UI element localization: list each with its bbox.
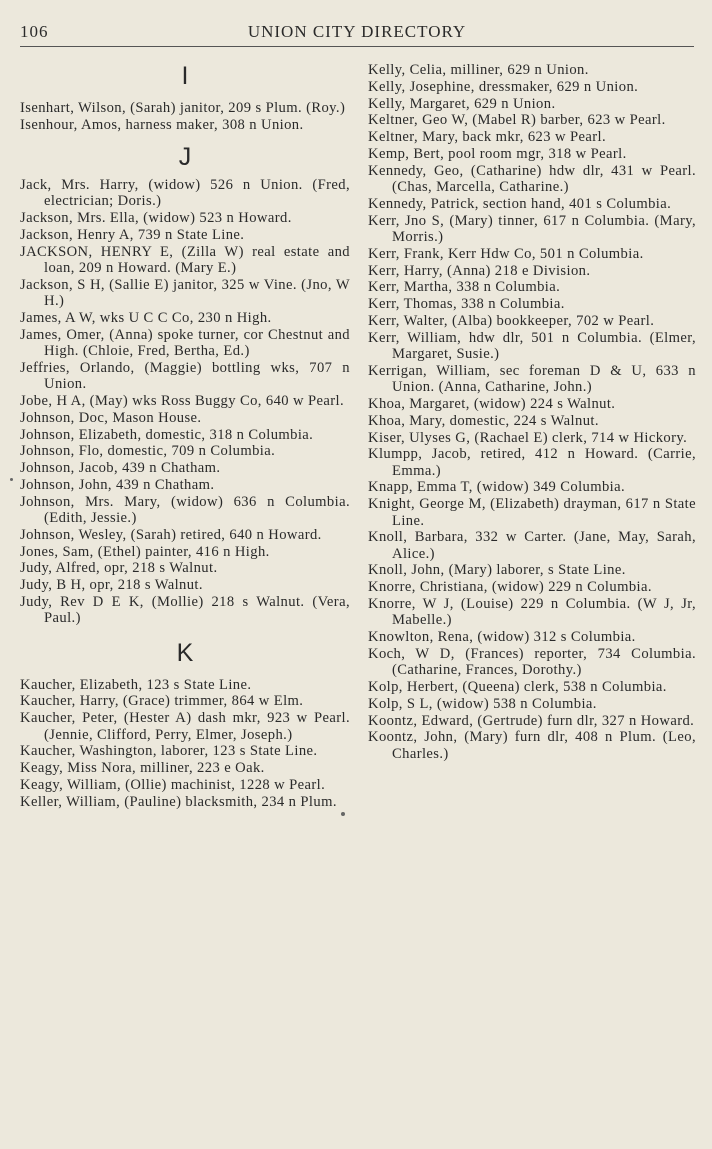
directory-entry: Knowlton, Rena, (widow) 312 s Columbia. (368, 629, 636, 646)
directory-entry: Kolp, Herbert, (Queena) clerk, 538 n Columbia. (368, 678, 667, 695)
left-column (20, 62, 350, 810)
directory-entry: Khoa, Margaret, (widow) 224 s Walnut. (368, 395, 616, 412)
directory-entry: Kerr, Jno S, (Mary) tinner, 617 n Columbia. (Mary, Morris.) (368, 212, 696, 245)
directory-entry: James, Omer, (Anna) spoke turner, cor Chestnut and High. (Chloie, Fred, Bertha, Ed.) (20, 326, 350, 360)
section-k-entries (20, 677, 350, 810)
directory-entry: Kerr, Frank, Kerr Hdw Co, 501 n Columbia. (368, 245, 644, 262)
directory-entry: Kaucher, Peter, (Hester A) dash mkr, 923 w Pearl. (Jennie, Clifford, Perry, Elmer, Joseph.) (20, 710, 350, 743)
page-number: 106 (20, 22, 49, 41)
ink-speck (10, 478, 13, 481)
directory-entry: Knorre, W J, (Louise) 229 n Columbia. (W J, Jr, Mabelle.) (368, 596, 696, 629)
section-i-entries (20, 100, 350, 133)
ink-speck (341, 812, 345, 816)
directory-entry: Knoll, John, (Mary) laborer, s State Line. (368, 562, 626, 579)
directory-entry: Johnson, Mrs. Mary, (widow) 636 n Columbia. (Edith, Jessie.) (20, 493, 350, 527)
directory-entry: Kaucher, Washington, laborer, 123 s State Line. (20, 743, 318, 760)
directory-entry: Jackson, Mrs. Ella, (widow) 523 n Howard. (20, 210, 292, 227)
directory-entry: Kelly, Josephine, dressmaker, 629 n Union. (368, 78, 639, 95)
section-letter-k: K (176, 638, 194, 667)
directory-entry: Kerr, William, hdw dlr, 501 n Columbia. (Elmer, Margaret, Susie.) (368, 329, 696, 363)
directory-entry: Kelly, Celia, milliner, 629 n Union. (368, 62, 589, 78)
directory-entry: Kemp, Bert, pool room mgr, 318 w Pearl. (368, 145, 627, 162)
directory-entry: Kennedy, Patrick, section hand, 401 s Columbia. (368, 195, 672, 212)
directory-entry: Kerr, Harry, (Anna) 218 e Division. (368, 262, 591, 279)
directory-entry: Kelly, Margaret, 629 n Union. (368, 95, 556, 112)
directory-entry: Keagy, Miss Nora, milliner, 223 e Oak. (20, 760, 265, 777)
directory-entry: Johnson, Flo, domestic, 709 n Columbia. (20, 443, 276, 460)
directory-entry: Khoa, Mary, domestic, 224 s Walnut. (368, 412, 599, 429)
section-letter-j: J (178, 143, 192, 172)
directory-entry: Jones, Sam, (Ethel) painter, 416 n High. (20, 543, 270, 560)
directory-entry: Keltner, Geo W, (Mabel R) barber, 623 w Pearl. (368, 112, 666, 129)
directory-entry: James, A W, wks U C C Co, 230 n High. (20, 309, 272, 326)
right-column-entries (368, 62, 696, 762)
directory-entry: Jackson, Henry A, 739 n State Line. (20, 226, 245, 243)
directory-entry: Kiser, Ulyses G, (Rachael E) clerk, 714 w Hickory. (368, 429, 688, 446)
directory-entry: Judy, Alfred, opr, 218 s Walnut. (20, 560, 218, 577)
directory-entry: Knight, George M, (Elizabeth) drayman, 617 n State Line. (368, 496, 696, 529)
directory-entry: Koontz, Edward, (Gertrude) furn dlr, 327 n Howard. (368, 712, 695, 729)
directory-entry: Johnson, Elizabeth, domestic, 318 n Columbia. (20, 426, 314, 443)
directory-entry: Knapp, Emma T, (widow) 349 Columbia. (368, 479, 626, 496)
directory-entry: Jobe, H A, (May) wks Ross Buggy Co, 640 w Pearl. (20, 392, 345, 409)
directory-entry: Kerr, Martha, 338 n Columbia. (368, 279, 561, 296)
directory-entry: Isenhart, Wilson, (Sarah) janitor, 209 s Plum. (Roy.) (20, 100, 346, 116)
running-title: UNION CITY DIRECTORY (247, 22, 467, 41)
directory-entry: Kaucher, Harry, (Grace) trimmer, 864 w Elm. (20, 693, 304, 710)
directory-entry: Johnson, Doc, Mason House. (20, 409, 202, 426)
section-letter-i: I (181, 62, 189, 90)
directory-entry: Keltner, Mary, back mkr, 623 w Pearl. (368, 129, 607, 146)
directory-entry: Koch, W D, (Frances) reporter, 734 Columbia. (Catharine, Frances, Dorothy.) (368, 645, 696, 679)
section-j-entries (20, 177, 350, 627)
directory-entry: Kerrigan, William, sec foreman D & U, 633 n Union. (Anna, Catharine, John.) (368, 362, 696, 396)
directory-entry: Kennedy, Geo, (Catharine) hdw dlr, 431 w Pearl. (Chas, Marcella, Catharine.) (368, 162, 696, 196)
directory-entry: Johnson, Wesley, (Sarah) retired, 640 n Howard. (20, 526, 322, 543)
directory-entry: Jack, Mrs. Harry, (widow) 526 n Union. (Fred, electrician; Doris.) (20, 177, 350, 210)
directory-entry: Klumpp, Jacob, retired, 412 n Howard. (Carrie, Emma.) (368, 446, 696, 479)
directory-entry: Johnson, Jacob, 439 n Chatham. (20, 460, 221, 477)
directory-entry: Jackson, S H, (Sallie E) janitor, 325 w Vine. (Jno, W H.) (20, 276, 350, 310)
directory-entry: Judy, B H, opr, 218 s Walnut. (20, 577, 203, 594)
directory-entry: Knoll, Barbara, 332 w Carter. (Jane, May, Sarah, Alice.) (368, 529, 696, 562)
directory-entry: Judy, Rev D E K, (Mollie) 218 s Walnut. (Vera, Paul.) (20, 594, 350, 627)
directory-entry: Isenhour, Amos, harness maker, 308 n Union. (20, 116, 304, 133)
directory-entry: Kerr, Thomas, 338 n Columbia. (368, 296, 565, 313)
directory-entry: Koontz, John, (Mary) furn dlr, 408 n Plum. (Leo, Charles.) (368, 729, 696, 762)
directory-entry: Johnson, John, 439 n Chatham. (20, 476, 215, 493)
directory-entry: Keller, William, (Pauline) blacksmith, 234 n Plum. (20, 793, 337, 810)
right-column (368, 62, 696, 762)
directory-entry: Knorre, Christiana, (widow) 229 n Columbia. (368, 579, 652, 596)
directory-entry: Kolp, S L, (widow) 538 n Columbia. (368, 695, 597, 712)
directory-entry: Keagy, William, (Ollie) machinist, 1228 w Pearl. (20, 776, 326, 793)
directory-entry: Jeffries, Orlando, (Maggie) bottling wks, 707 n Union. (20, 359, 350, 393)
page-header (20, 20, 694, 47)
directory-entry: Kaucher, Elizabeth, 123 s State Line. (20, 676, 252, 693)
directory-entry: Kerr, Walter, (Alba) bookkeeper, 702 w Pearl. (368, 312, 655, 329)
directory-entry: JACKSON, HENRY E, (Zilla W) real estate and loan, 209 n Howard. (Mary E.) (20, 243, 350, 277)
